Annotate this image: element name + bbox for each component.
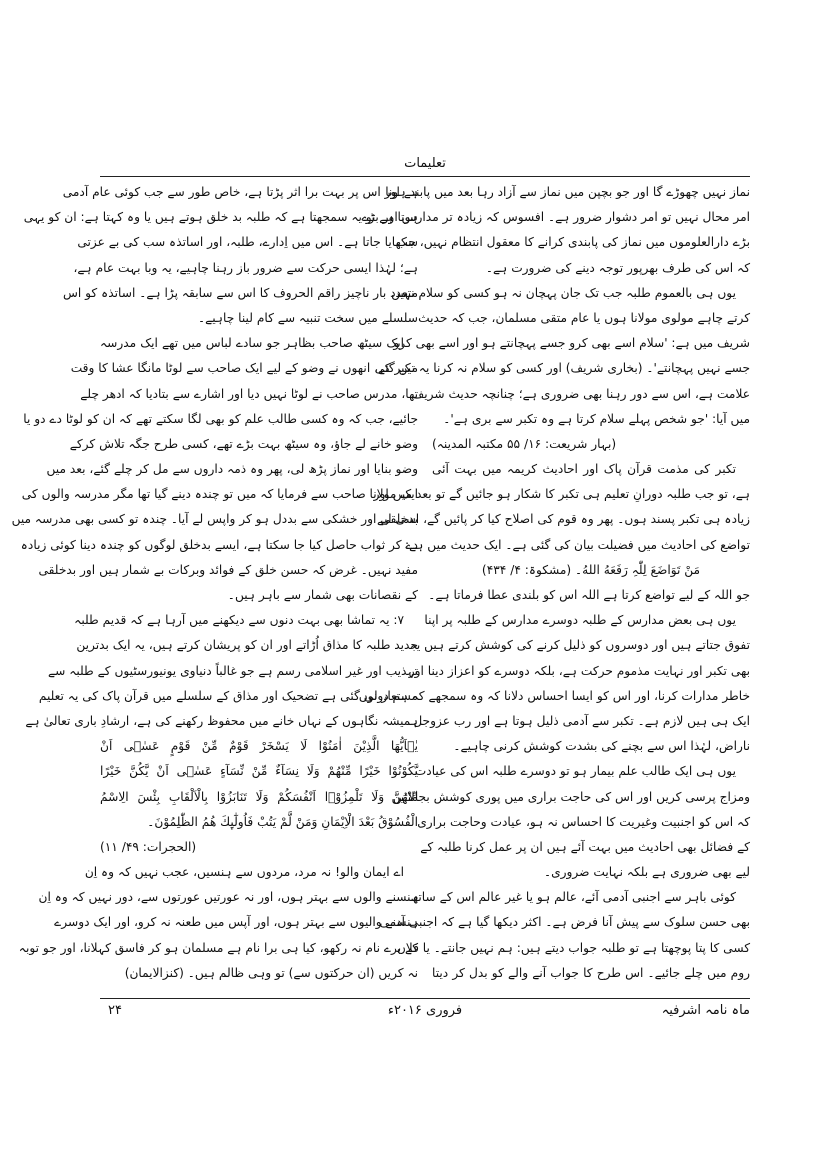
text-line: بھی تکبر اور نہایت مذموم حرکت ہے، بلکہ دوسرے کو اعزاز دینا اور: [408, 663, 750, 678]
text-line: نماز نہیں چھوڑے گا اور جو بچپن میں نماز سے آزاد رہا بعد میں پابند ہونا: [385, 185, 750, 199]
text-line: بھی حسن سلوک سے پیش آنا فرض ہے۔ اکثر دیکھا گیا ہے کہ اجنبی آدمی: [379, 915, 750, 930]
text-line: یوں ہی بالعموم طلبہ جب تک جان پہچان نہ ہو کسی کو سلام نہیں: [391, 285, 736, 300]
text-line: تفوق جتاتے ہیں اور دوسروں کو ذلیل کرنے کی کوشش کرتے ہیں یہ: [409, 638, 750, 653]
text-line: جو اللہ کے لیے تواضع کرتا ہے اللہ اس کو بلندی عطا فرماتا ہے۔: [428, 588, 750, 602]
text-line: کے نقصانات بھی شمار سے باہر ہیں۔: [227, 588, 418, 602]
footer-rule: [100, 998, 750, 999]
text-line: میں گئے، انھوں نے وضو کے لیے ایک صاحب سے لوٹا مانگا عشا کا وقت: [70, 361, 418, 376]
text-line: کہ اس کی طرف بھرپور توجہ دینے کی ضرورت ہے۔: [485, 260, 750, 275]
text-line: ہے، تو جب طلبہ دورانِ تعلیم ہی تکبر کا شکار ہو جائیں گے تو بعد میں اور: [373, 487, 750, 502]
issue-date: فروری ۲۰۱۶ء: [387, 1003, 463, 1018]
text-line: مَنْ تَوَاضَعَ لِلّٰہِ رَفَعَهُ اللهُ۔ (مشکوۃ: ۴/ ۴۳۴): [481, 562, 701, 577]
text-line: ہے اور اس پر بہت برا اثر پڑتا ہے، خاص طور سے جب کوئی عام آدمی: [62, 185, 418, 199]
text-line: وضو بنایا اور نماز پڑھ لی، پھر وہ ذمہ داروں سے مل کر چلے گئے، بعد میں: [46, 462, 418, 477]
text-line: کے فضائل بھی احادیث میں بہت آئے ہیں ان پر عمل کرنا طلبہ کے: [420, 839, 750, 854]
text-line: کوئی باہر سے اجنبی آدمی آئے، عالم ہو یا غیر عالم اس کے ساتھ: [410, 890, 736, 905]
text-line: یوں ہی بعض مدارس کے طلبہ دوسرے مدارس کے طلبہ پر اپنا: [424, 613, 736, 628]
text-line: سکھایا جاتا ہے۔ اس میں اِدارے، طلبہ، اور اساتذہ سب کی بے عزتی: [77, 235, 418, 250]
text-line: مستعار لی گئی ہے تضحیک اور مذاق کے سلسلے میں قرآن پاک کی یہ تعلیم: [38, 688, 418, 703]
text-line: ہنسنے والوں سے بہتر ہوں، اور نہ عورتیں عورتوں سے، دور نہیں کہ وہ اِن: [38, 890, 418, 905]
text-line: بڑے دارالعلوموں میں نماز کی پابندی کرانے کا معقول انتظام نہیں، جب: [396, 235, 750, 250]
text-line: سلسلے میں سخت تنبیہ سے کام لینا چاہیے۔: [197, 310, 418, 325]
text-line: خاطر مدارات کرنا، اور اس کو ایسا احساس دلانا کہ وہ سمجھے کہ ہم دونوں: [358, 688, 750, 703]
text-line: وضو خانے لے جاؤ، وہ سیٹھ بہت بڑے تھے، کسی طرح جگہ تلاش کرکے: [69, 436, 418, 451]
text-line: (الحجرات: ۴۹/ ۱۱): [100, 839, 197, 854]
text-line: تھا، مدرس صاحب نے لوٹا نہیں دیا اور اشارے سے بتادیا کہ ادھر چلے: [80, 386, 418, 401]
text-line: شریف میں ہے: 'سلام اسے بھی کرو جسے پہچانتے ہو اور اسے بھی کرو: [393, 336, 750, 351]
text-line: کسی کا پتا پوچھتا ہے تو طلبہ جواب دیتے ہیں: ہم نہیں جانتے۔ یا فلاں: [396, 940, 750, 955]
text-line: ہمیشہ نگاہوں کے نہاں خانے میں محفوظ رکھنے کی ہے، ارشادِ باری تعالیٰ ہے: [25, 713, 418, 728]
text-line: (بہار شریعت: ۱۶/ ۵۵ مکتبہ المدینہ): [432, 436, 617, 451]
text-line: امر محال نہیں تو امر دشوار ضرور ہے۔ افسوس کہ زیادہ تر مدارس اور بڑے: [361, 210, 750, 225]
text-line: اے ایمان والو! نہ مرد، مردوں سے ہنسیں، عجب نہیں کہ وہ اِن: [84, 865, 404, 880]
text-line: ۷: یہ تماشا بھی بہت دنوں سے دیکھنے میں آرہا ہے کہ قدیم طلبہ: [74, 613, 404, 628]
header-rule: [100, 176, 750, 177]
text-line: ایک ہی ہیں لازم ہے۔ تکبر سے آدمی ذلیل ہوتا ہے اور رب عزوجل: [413, 713, 750, 728]
running-header: تعلیمات: [404, 156, 446, 171]
text-line: کے برے نام نہ رکھو، کیا ہی برا نام ہے مسلمان ہو کر فاسق کہلانا، اور جو توبہ: [18, 940, 418, 955]
page-number: ۲۴: [108, 1003, 122, 1018]
text-line: نہ کریں (ان حرکتوں سے) تو وہی ظالم ہیں۔ (کنزالایمان): [124, 965, 418, 980]
text-line: کرتے چاہے مولوی مولانا ہوں یا عام متقی مسلمان، جب کہ حدیث: [418, 310, 750, 325]
magazine-name: ماہ نامہ اشرفیہ: [661, 1003, 750, 1018]
text-line: يَّكُوْنُوْا خَيْرًا مِّنْهُمْ وَلَا نِسَآءٌ مِّنْ نِّسَآءٍ عَسٰۤى اَنْ يَّكُنَّ خَيْرًا: [100, 764, 418, 779]
text-line: جدید طلبہ کا مذاق اُڑاتے اور ان کو پریشان کرتے ہیں، یہ ایک بدترین: [76, 638, 418, 653]
text-line: ایک مولانا صاحب سے فرمایا کہ میں تو چندہ دینے گیا تھا مگر مدرسہ والوں کی: [21, 487, 418, 502]
left-column: [11, 180, 418, 986]
text-line: تکبر کی مذمت قرآن پاک اور احادیث کریمہ میں بہت آئی: [432, 462, 736, 477]
text-line: ومزاج پرسی کریں اور اس کی حاجت براری میں پوری کوشش بجالائیں: [391, 789, 750, 804]
text-line: روم میں چلے جائیے۔ اس طرح کا جواب آنے والے کو بدل کر دیتا: [432, 965, 750, 980]
text-line: جائیے، جب کہ وہ کسی طالب علم کو بھی لگا سکتے تھے کہ ان کو لوٹا دے دو یا: [23, 411, 418, 426]
text-line: جسے نہیں پہچانتے'۔ (بخاری شریف) اور کسی کو سلام نہ کرنا یہ تکبر کی: [374, 361, 750, 376]
text-line: متعدد بار ناچیز راقم الحروف کا اس سے سابقہ پڑا ہے۔ اساتذہ کو اس: [62, 285, 418, 300]
text-line: يٰۤاَيُّهَا الَّذِيْنَ اٰمَنُوْا لَا يَسْخَرْ قَوْمٌ مِّنْ قَوْمٍ عَسٰۤى اَنْ: [100, 739, 418, 754]
text-line: الْفُسُوْقُ بَعْدَ الْاِيْمَانِ وَمَنْ لَّمْ يَتُبْ فَاُولٰٓىِٕكَ هُمُ الظّٰلِمُوْنَ۔: [147, 814, 418, 829]
text-line: میں آیا: 'جو شخص پہلے سلام کرتا ہے وہ تکبر سے بری ہے'۔: [443, 411, 750, 426]
text-line: یوں ہی ایک طالب علم بیمار ہو تو دوسرے طلبہ اس کی عیادت: [414, 764, 736, 779]
text-line: دے کر ثواب حاصل کیا جا سکتا ہے، ایسے بدخلق لوگوں کو چندہ دینا کوئی زیادہ: [20, 537, 418, 552]
text-line: مِّنْهُنَّ وَلَا تَلْمِزُوْۤا اَنْفُسَكُمْ وَلَا تَنَابَزُوْا بِالْاَلْقَابِ بِئْسَ الِاسْمُ: [100, 789, 418, 804]
text-line: ناراض، لہٰذا اس سے بچنے کی بشدت کوشش کرنی چاہیے۔: [453, 739, 750, 754]
text-line: ایک سیٹھ صاحب بظاہر جو سادے لباس میں تھے ایک مدرسہ: [100, 336, 404, 351]
text-line: ہوتا ہے تو یہ سمجھتا ہے کہ طلبہ بد خلق ہوتے ہیں یا وہ کہتا ہے: ان کو یہی: [23, 210, 418, 225]
text-line: بدخلقی اور خشکی سے بددل ہو کر واپس لے آیا۔ چندہ تو کسی بھی مدرسہ میں: [11, 512, 418, 527]
text-line: علامت ہے، اس سے دور رہنا بھی ضروری ہے؛ چنانچہ حدیث شریف: [411, 386, 750, 401]
text-line: تواضع کی احادیث میں فضیلت بیان کی گئی ہے۔ ایک حدیث میں ہے:: [405, 537, 750, 552]
text-line: مفید نہیں۔ غرض کہ حسن خلق کے فوائد وبرکات بے شمار ہیں اور بدخلقی: [38, 562, 418, 577]
text-line: کہ اس کو اجنبیت وغیریت کا احساس نہ ہو، عیادت وحاجت براری: [417, 814, 750, 829]
text-line: لیے بھی ضروری ہے بلکہ نہایت ضروری۔: [543, 865, 750, 880]
right-column: [358, 180, 750, 986]
text-line: ہے؛ لہٰذا ایسی حرکت سے ضرور باز رہنا چاہیے، یہ وبا بہت عام ہے،: [73, 260, 418, 275]
footer: [100, 1003, 750, 1025]
text-line: تہذیب اور غیر اسلامی رسم ہے جو غالباً دنیاوی یونیورسٹیوں کے طلبہ سے: [47, 663, 418, 678]
text-line: ہنسنے والیوں سے بہتر ہوں، اور آپس میں طعنہ نہ کرو، اور ایک دوسرے: [54, 915, 418, 930]
text-line: زیادہ ہی تکبر پسند ہوں۔ پھر وہ قوم کی اصلاح کیا کر پائیں گے، اسی لیے: [377, 512, 750, 527]
